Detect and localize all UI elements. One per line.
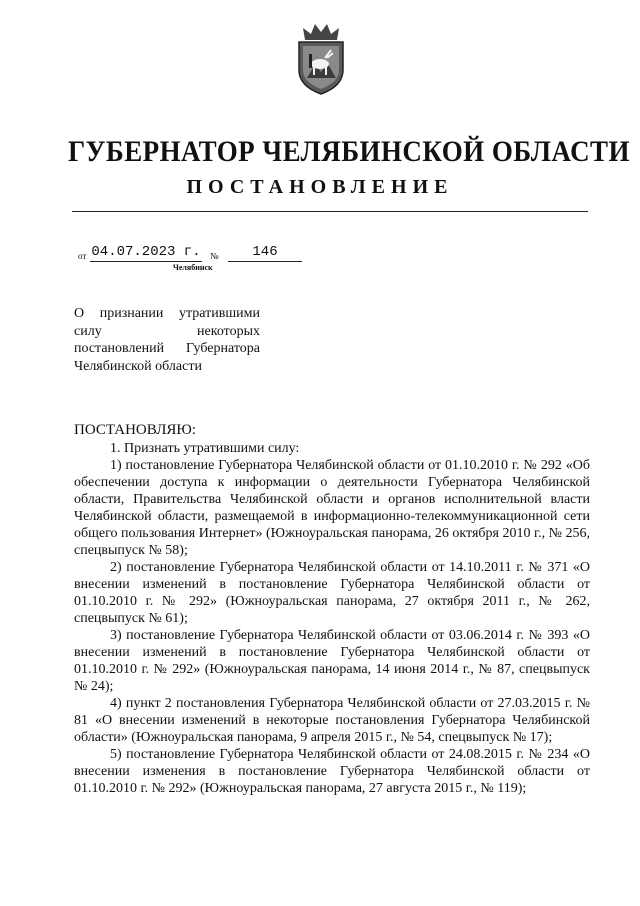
list-item: 2) постановление Губернатора Челябинской области от 14.10.2011 г. № 371 «О внесении изменений в постановление Губернатора Челябинской области от 01.10.2010 г. № 292» (Южноуральская панорама, 27 октября 2011 г., № 262, спецвыпуск № 61); bbox=[74, 560, 590, 626]
document-type: ПОСТАНОВЛЕНИЕ bbox=[186, 176, 454, 198]
list-item: 3) постановление Губернатора Челябинской области от 03.06.2014 г. № 393 «О внесении изменений в постановление Губернатора Челябинской области от 01.10.2010 г. № 292» (Южноуральская панорама, 14 июня 2014 г., № 87, спецвыпуск № 24); bbox=[74, 628, 590, 694]
document-body bbox=[74, 440, 590, 797]
issue-city: Челябинск bbox=[173, 263, 213, 272]
date-prefix-label: от bbox=[78, 251, 87, 261]
document-date: 04.07.2023 г. bbox=[91, 244, 201, 260]
list-item: 4) пункт 2 постановления Губернатора Челябинской области от 27.03.2015 г. № 81 «О внесении изменений в некоторые постановления Губернатора Челябинской области» (Южноуральская панорама, 9 апреля 2015 г., № 54, спецвыпуск № 17); bbox=[74, 696, 590, 745]
coat-of-arms-emblem bbox=[289, 20, 353, 96]
document-subject: О признании утратившими силу некоторых постановлений Губернатора Челябинской области bbox=[74, 306, 260, 374]
issuer-title: ГУБЕРНАТОР ЧЕЛЯБИНСКОЙ ОБЛАСТИ bbox=[68, 135, 630, 168]
decree-heading: ПОСТАНОВЛЯЮ: bbox=[74, 422, 196, 438]
document-number: 146 bbox=[228, 244, 302, 262]
list-item: 1) постановление Губернатора Челябинской области от 01.10.2010 г. № 292 «Об обеспечении доступа к информации о деятельности Губернатора Челябинской области, Правительства Челябинской области и органов исполнительной власти Челябинской области, размещаемой в информационно-телекоммуникационной сети общего пользования Интернет» (Южноуральская панорама, 26 октября 2010 г., № 256, спецвыпуск № 58); bbox=[74, 458, 590, 558]
list-item: 5) постановление Губернатора Челябинской области от 24.08.2015 г. № 234 «О внесении изменения в постановление Губернатора Челябинской области от 01.10.2010 г. № 292» (Южноуральская панорама, 27 августа 2015 г., № 119); bbox=[74, 747, 590, 796]
number-sign-label: № bbox=[210, 251, 219, 261]
header-divider bbox=[72, 211, 588, 212]
paragraph-intro: 1. Признать утратившими силу: bbox=[110, 441, 300, 456]
